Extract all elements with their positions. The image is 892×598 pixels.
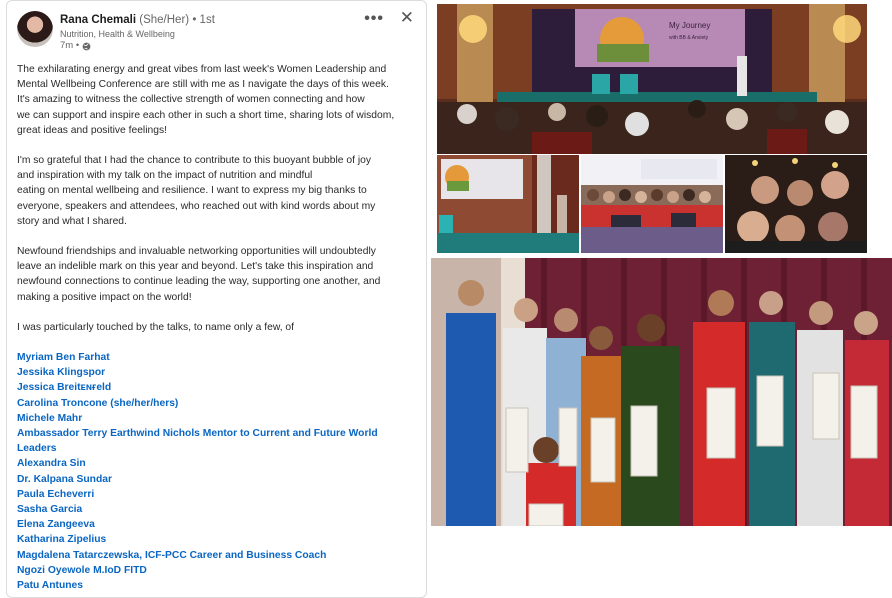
mention-link[interactable]: Sasha Garcia xyxy=(17,504,83,516)
slide-subtitle: with BB & Anxiety xyxy=(669,35,709,41)
speakers-certificates-photo[interactable] xyxy=(431,258,892,526)
selfie-photo[interactable] xyxy=(725,155,867,253)
mention-link[interactable]: Paula Echeverri xyxy=(17,488,95,500)
mention-link[interactable]: Carolina Troncone (she/her/hers) xyxy=(17,397,179,409)
post-card xyxy=(6,0,427,598)
paragraph-4: I was particularly touched by the talks, to name only a few, of xyxy=(17,321,295,333)
close-icon[interactable]: ✕ xyxy=(399,8,414,27)
mention-link[interactable]: Alexandra Sin xyxy=(17,458,86,470)
author-line xyxy=(60,13,215,27)
conference-stage-photo[interactable] xyxy=(437,4,867,154)
mention-link[interactable]: Jessica Breitᴇɴғeld xyxy=(17,382,112,394)
more-icon[interactable]: ••• xyxy=(364,10,384,27)
paragraph-3: Newfound friendships and invaluable networking opportunities will undoubtedly leave an indelible mark on this year and beyond. Let's take this inspiration and newfound connections to continue leading the way, supporting one another, and making a positive impact on the world! xyxy=(17,246,381,303)
mention-link[interactable]: Magdalena Tatarczewska, ICF-PCC Career and Business Coach xyxy=(17,549,327,561)
post-header xyxy=(17,8,416,55)
mention-link[interactable]: Patu Antunes xyxy=(17,580,83,592)
post-time: 7m • xyxy=(60,40,80,51)
group-photo[interactable] xyxy=(581,155,723,253)
mention-link[interactable]: Leaders xyxy=(17,443,57,455)
mention-link[interactable]: Elena Zangeeva xyxy=(17,519,95,531)
paragraph-1: The exhilarating energy and great vibes from last week's Women Leadership and Mental Wellbeing Conference are still with me as I navigate the days of this week. It's amazing to witness the collective strength of women connecting and how we can support and inspire each other in such a short time, sharing lots of wisdom, great ideas and positive feelings! xyxy=(17,64,395,136)
mention-link[interactable]: Jessika Klingspor xyxy=(17,367,106,379)
author-headline: Nutrition, Health & Wellbeing xyxy=(60,29,175,39)
mention-link[interactable]: Michele Mahr xyxy=(17,412,83,424)
paragraph-2: I'm so grateful that I had the chance to contribute to this buoyant bubble of joy and inspiration with my talk on the impact of nutrition and mindful eating on mental wellbeing and resilience. I want to express my big thanks to everyone, speakers and attendees, who reached out with kind words about my story and what I shared. xyxy=(17,155,376,227)
mention-link[interactable]: Myriam Ben Farhat xyxy=(17,352,110,364)
post-meta xyxy=(60,40,91,52)
connection-degree: • 1st xyxy=(192,14,215,26)
globe-icon xyxy=(82,42,91,51)
author-pronouns: (She/Her) xyxy=(139,14,190,26)
author-name[interactable]: Rana Chemali xyxy=(60,14,137,26)
speaker-photo[interactable] xyxy=(437,155,579,253)
mention-link[interactable]: Dr. Kalpana Sundar xyxy=(17,473,112,485)
author-avatar[interactable] xyxy=(17,11,53,47)
mention-link[interactable]: Ngozi Oyewole M.IoD FITD xyxy=(17,564,147,576)
mentions-list xyxy=(17,350,415,593)
post-body xyxy=(17,62,415,593)
slide-title: My Journey xyxy=(669,21,711,30)
mention-link[interactable]: Ambassador Terry Earthwind Nichols Mentor to Current and Future World xyxy=(17,428,378,440)
mention-link[interactable]: Katharina Zipelius xyxy=(17,534,107,546)
